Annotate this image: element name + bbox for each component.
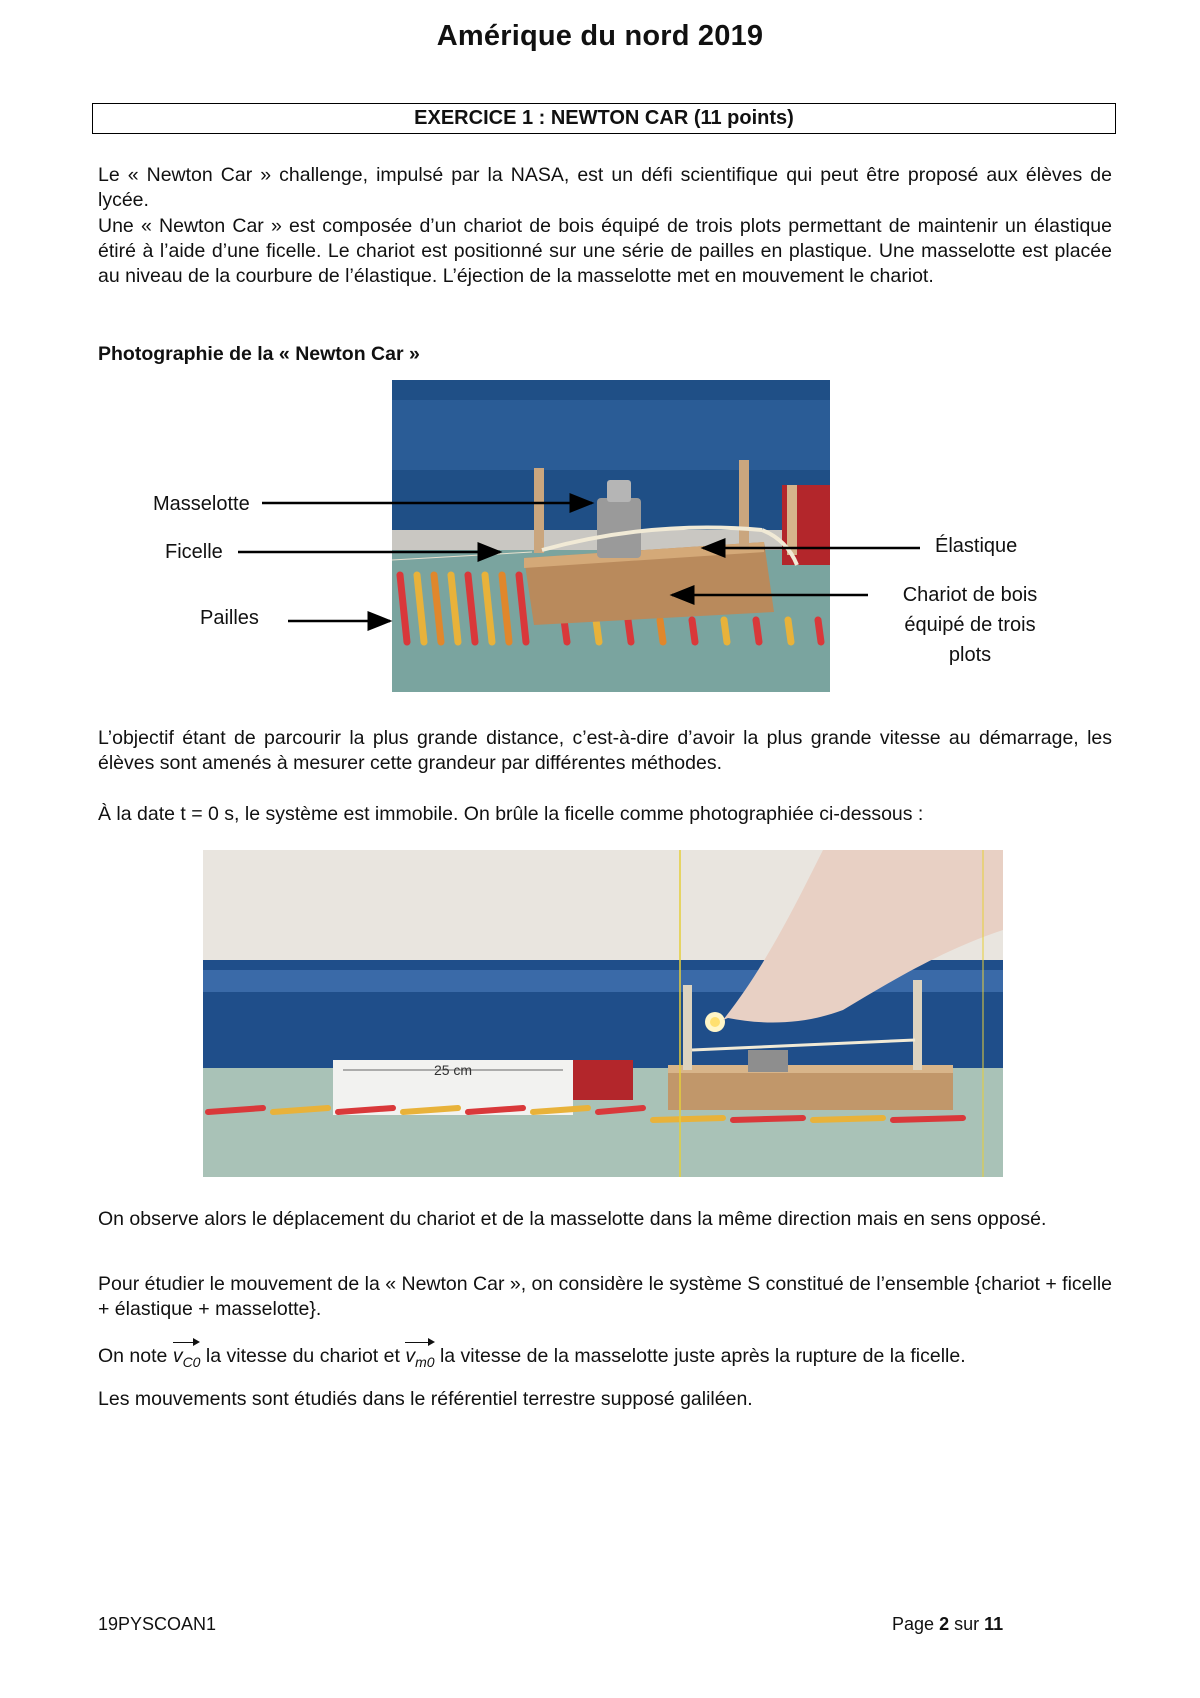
intro-paragraph-1: Le « Newton Car » challenge, impulsé par la NASA, est un défi scientifique qui peut être proposé aux élèves de lycée. [98,164,1112,211]
label-chariot [880,580,1060,670]
vector-vm0: $v_{m0}$ [405,1340,434,1375]
label-chariot-line-3: plots [948,644,992,666]
footer-code: 19PYSCOAN1 [98,1614,217,1634]
intro-paragraph-2: Une « Newton Car » est composée d’un chariot de bois équipé de trois plots permettant de maintenir un élastique étiré à l’aide d’une ficelle. Le chariot est positionné sur une série de pailles en plastique. Une masselotte est placée au niveau de la courbure de l’élastique. L’éjection de la masselotte met en mouvement le chariot. [98,215,1112,287]
label-chariot-line-1: Chariot de bois [902,584,1038,606]
t0-paragraph: À la date t = 0 s, le système est immobile. On brûle la ficelle comme photographiée ci-dessous : [98,803,924,825]
label-elastique: Élastique [935,535,1018,557]
velocity-note-paragraph [98,1340,1112,1375]
exercise-title: EXERCICE 1 : NEWTON CAR (11 points) [92,103,1116,134]
label-masselotte: Masselotte [153,493,250,515]
system-paragraph: Pour étudier le mouvement de la « Newton Car », on considère le système S constitué de l’ensemble {chariot + ficelle + élastique + masselotte}. [98,1273,1112,1320]
note-prefix: On note [98,1345,173,1367]
observe-paragraph: On observe alors le déplacement du chariot et de la masselotte dans la même direction mais en sens opposé. [98,1208,1047,1230]
photo-heading: Photographie de la « Newton Car » [98,343,420,365]
frame-paragraph: Les mouvements sont étudiés dans le référentiel terrestre supposé galiléen. [98,1388,753,1410]
label-pailles: Pailles [200,607,259,629]
label-chariot-line-2: équipé de trois [904,614,1036,636]
objective-paragraph: L’objectif étant de parcourir la plus grande distance, c’est-à-dire d’avoir la plus grande vitesse au démarrage, les élèves sont amenés à mesurer cette grandeur par différentes méthodes. [98,727,1112,774]
footer-page-number: Page 2 sur 11 [892,1614,1004,1634]
burning-string-photo [203,850,1003,1177]
note-mid: la vitesse du chariot et [200,1345,406,1367]
label-ficelle: Ficelle [165,541,223,563]
note-suffix: la vitesse de la masselotte juste après la rupture de la ficelle. [434,1345,966,1367]
scale-label: 25 cm [433,1062,473,1078]
page-title: Amérique du nord 2019 [436,20,764,52]
vector-vc0: $v_{C0}$ [173,1340,201,1375]
